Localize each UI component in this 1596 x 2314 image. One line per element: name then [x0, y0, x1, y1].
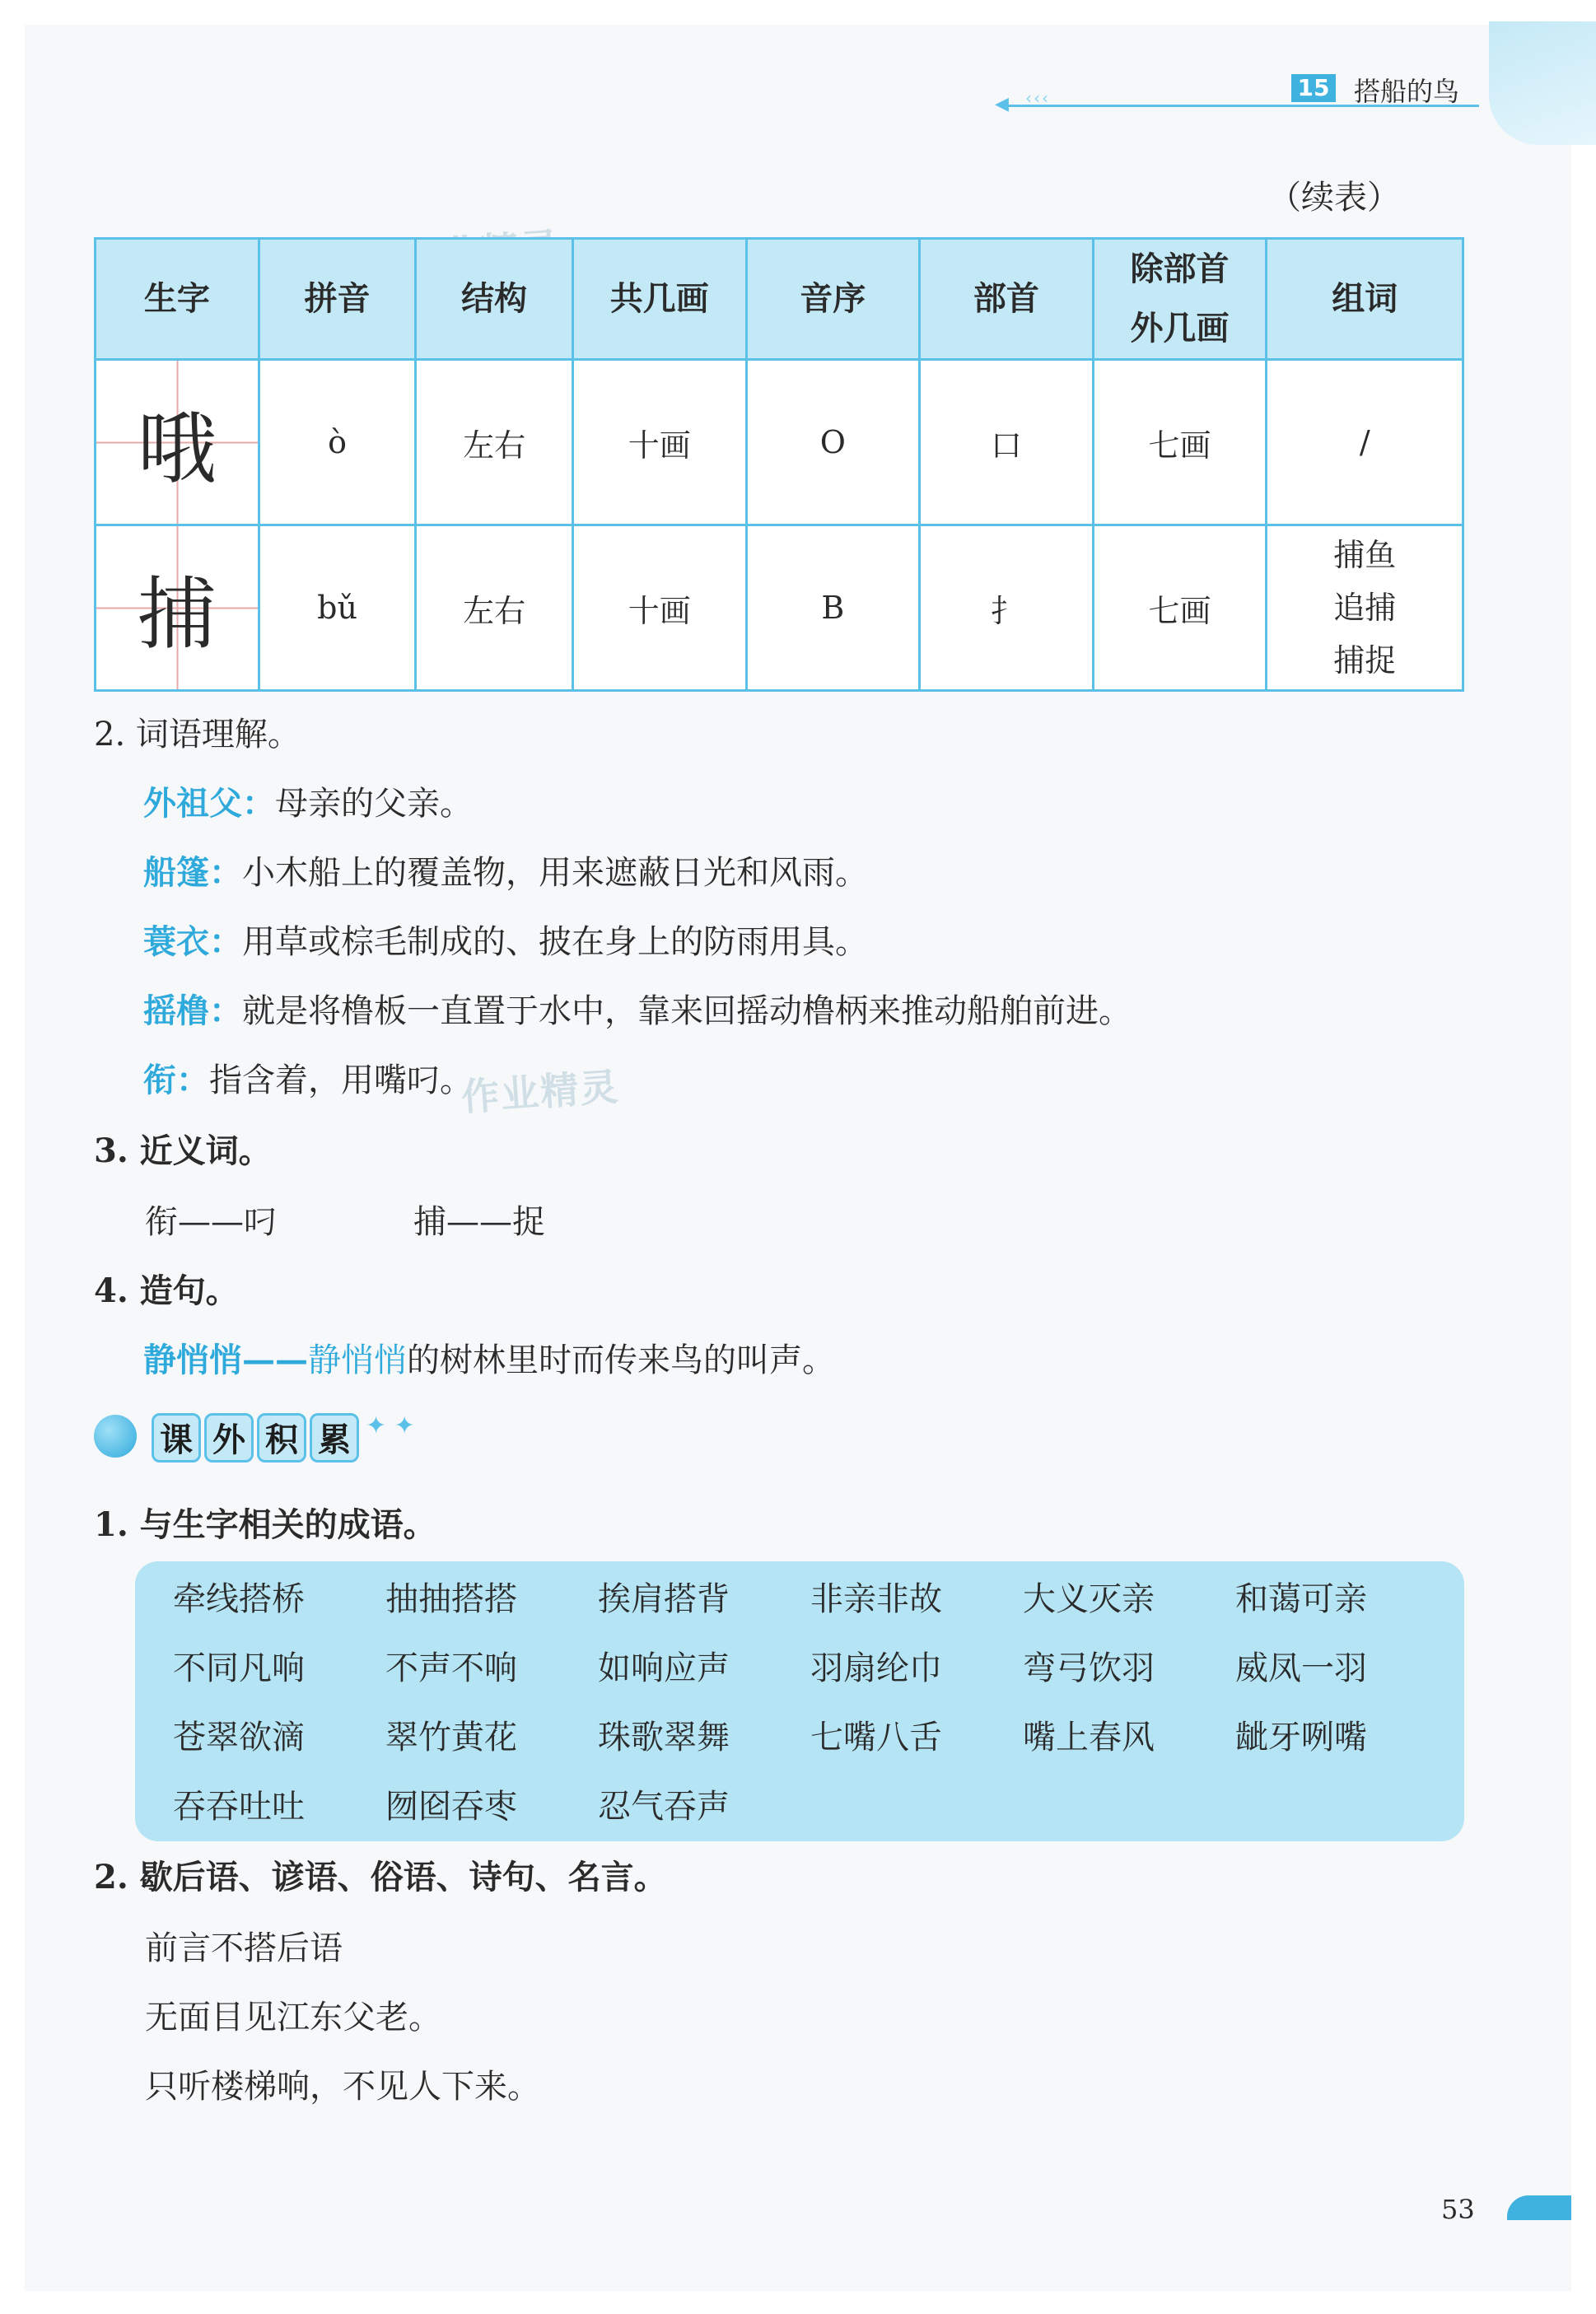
arrow-left-icon: ◀ — [995, 94, 1009, 114]
idiom: 苍翠欲滴 — [173, 1719, 305, 1756]
strokes-cell: 十画 — [572, 525, 746, 691]
header-cell: 共几画 — [572, 239, 746, 360]
vocab-table — [94, 237, 1464, 692]
definition-line — [143, 916, 868, 963]
radical-cell: 扌 — [920, 525, 1094, 691]
idiom: 弯弓饮羽 — [1023, 1649, 1155, 1687]
table-header-row — [96, 239, 1463, 360]
lesson-title: 搭船的鸟 — [1354, 76, 1460, 107]
pinyin-cell: bǔ — [259, 525, 416, 691]
term-label: 静悄悄—— — [143, 1341, 308, 1379]
sentence-rest: 的树林里时而传来鸟的叫声。 — [407, 1341, 835, 1379]
order-cell: B — [746, 525, 920, 691]
idiom: 如响应声 — [598, 1649, 730, 1687]
word-item: 追捕 — [1333, 590, 1397, 626]
idiom: 嘴上春风 — [1023, 1719, 1155, 1756]
term-definition: 指含着，用嘴叼。 — [209, 1061, 473, 1099]
idiom: 威凤一羽 — [1235, 1649, 1367, 1687]
header-cell: 音序 — [746, 239, 920, 360]
badge-char: 课 — [152, 1413, 201, 1463]
saying-line: 前言不搭后语 — [145, 1929, 343, 1967]
synonym-pair: 捕——捉 — [413, 1203, 545, 1241]
definition-line — [143, 847, 868, 893]
header-cell: 生字 — [96, 239, 259, 360]
saying-line: 只听楼梯响，不见人下来。 — [145, 2068, 540, 2106]
strokes-cell: 十画 — [572, 360, 746, 525]
idiom: 珠歌翠舞 — [598, 1719, 730, 1756]
term-label: 衔： — [143, 1061, 209, 1099]
term-definition: 用草或棕毛制成的、披在身上的防雨用具。 — [242, 923, 868, 961]
idiom: 不声不响 — [385, 1649, 517, 1687]
idiom: 和蔼可亲 — [1235, 1580, 1367, 1618]
extra-strokes-cell: 七画 — [1093, 525, 1267, 691]
idiom: 抽抽搭搭 — [385, 1580, 517, 1618]
term-definition: 母亲的父亲。 — [275, 785, 473, 823]
idiom: 龇牙咧嘴 — [1235, 1719, 1367, 1756]
idiom: 非亲非故 — [810, 1580, 942, 1618]
idioms-title: 1. 与生字相关的成语。 — [94, 1505, 436, 1544]
continued-label: （续表） — [1268, 179, 1400, 217]
pinyin-cell: ò — [259, 360, 416, 525]
idiom: 七嘴八舌 — [810, 1719, 942, 1756]
words-cell: / — [1267, 360, 1463, 525]
idiom: 羽扇纶巾 — [810, 1649, 942, 1687]
sentence-highlight: 静悄悄 — [308, 1341, 407, 1379]
idiom: 囫囵吞枣 — [385, 1788, 517, 1826]
header-cell-text: 除部首外几画 — [1130, 250, 1230, 348]
footer-corner-decoration — [1507, 2195, 1571, 2220]
sparkle-icon: ✦ ✦ — [366, 1411, 415, 1440]
extra-strokes-cell: 七画 — [1093, 360, 1267, 525]
chevrons-icon: ‹‹‹ — [1025, 88, 1050, 108]
idiom: 翠竹黄花 — [385, 1719, 517, 1756]
badge-char: 外 — [204, 1413, 254, 1463]
term-label: 蓑衣： — [143, 922, 242, 961]
idiom: 不同凡响 — [173, 1649, 305, 1687]
table-row — [96, 525, 1463, 691]
extra-accumulation-badge — [94, 1408, 473, 1474]
table-row — [96, 360, 1463, 525]
idiom: 吞吞吐吐 — [173, 1788, 305, 1826]
term-label: 船篷： — [143, 853, 242, 892]
structure-cell: 左右 — [416, 525, 573, 691]
header-cell — [1093, 239, 1267, 360]
section-3-title: 3. 近义词。 — [94, 1131, 272, 1170]
header-cell: 部首 — [920, 239, 1094, 360]
page-number: 53 — [1441, 2194, 1475, 2225]
section-2-title: 2. 词语理解。 — [94, 716, 301, 753]
char-cell: 捕 — [96, 525, 259, 691]
badge-char: 累 — [310, 1413, 359, 1463]
structure-cell: 左右 — [416, 360, 573, 525]
term-definition: 就是将橹板一直置于水中，靠来回摇动橹柄来推动船舶前进。 — [242, 992, 1132, 1030]
example-sentence — [143, 1334, 835, 1381]
globe-icon — [94, 1415, 137, 1458]
order-cell: O — [746, 360, 920, 525]
term-label: 外祖父： — [143, 784, 275, 823]
term-label: 摇橹： — [143, 991, 242, 1030]
idiom: 大义灭亲 — [1023, 1580, 1155, 1618]
section-4-title: 4. 造句。 — [94, 1271, 239, 1310]
words-cell — [1267, 525, 1463, 691]
term-definition: 小木船上的覆盖物，用来遮蔽日光和风雨。 — [242, 854, 868, 892]
watermark: 作业精灵 — [460, 1064, 621, 1120]
definition-line — [143, 777, 473, 824]
header-cell: 组词 — [1267, 239, 1463, 360]
word-item: 捕捉 — [1333, 642, 1397, 679]
word-item: 捕鱼 — [1333, 537, 1397, 573]
sayings-title: 2. 歇后语、谚语、俗语、诗句、名言。 — [94, 1858, 667, 1896]
idiom: 挨肩搭背 — [598, 1580, 730, 1618]
idiom: 牵线搭桥 — [173, 1580, 305, 1618]
definition-line — [143, 1054, 473, 1101]
lesson-number: 15 — [1291, 74, 1336, 102]
radical-cell: 口 — [920, 360, 1094, 525]
saying-line: 无面目见江东父老。 — [145, 1999, 441, 2036]
definition-line — [143, 985, 1132, 1032]
synonym-pair: 衔——叼 — [145, 1203, 277, 1241]
char-cell: 哦 — [96, 360, 259, 525]
header-cell: 结构 — [416, 239, 573, 360]
badge-char: 积 — [257, 1413, 306, 1463]
idiom: 忍气吞声 — [598, 1788, 730, 1826]
header-cell: 拼音 — [259, 239, 416, 360]
header-corner-decoration — [1489, 21, 1596, 145]
